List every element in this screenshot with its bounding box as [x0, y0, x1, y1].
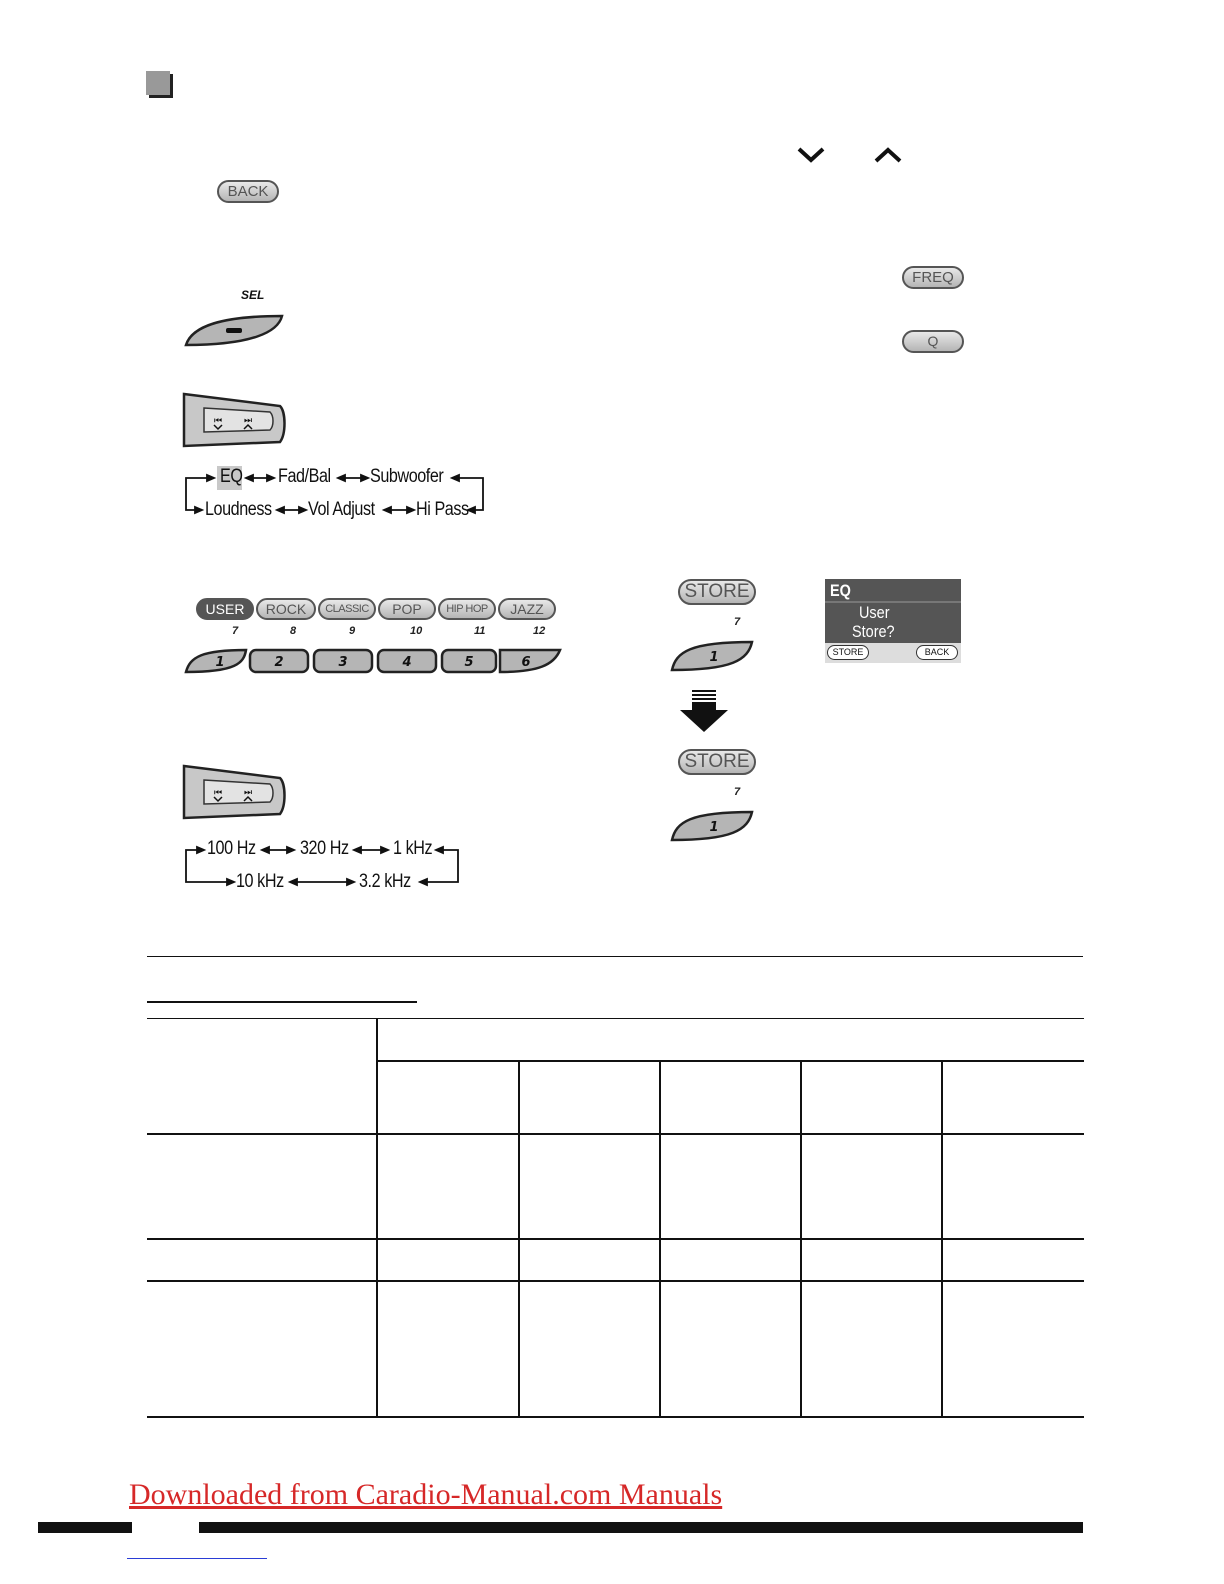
svg-text:1: 1: [709, 820, 719, 835]
table-rule: [518, 1060, 520, 1418]
key-label: 1: [215, 655, 225, 670]
freq-100hz: 100 Hz: [207, 838, 256, 859]
preset-num: 8: [290, 625, 297, 637]
table-rule: [147, 1238, 1084, 1240]
chevron-up-icon: [873, 146, 903, 164]
lcd-line1: User: [859, 603, 890, 622]
footer-download-link[interactable]: Downloaded from Caradio-Manual.com Manuals: [129, 1478, 723, 1511]
footer-bar-left: [38, 1522, 132, 1533]
table-rule: [147, 1018, 1084, 1019]
down-arrow-icon: [678, 690, 730, 734]
preset-num: 11: [474, 625, 486, 637]
key-label: 5: [464, 655, 474, 670]
key-label: 4: [402, 655, 412, 670]
back-button[interactable]: BACK: [217, 180, 279, 203]
flow-vol-adjust: Vol Adjust: [308, 499, 375, 520]
preset-user: USER: [196, 598, 254, 620]
sel-label: SEL: [241, 288, 265, 302]
footer-bar-right: [199, 1522, 1083, 1533]
key-label: 3: [338, 655, 348, 670]
preset-1-button[interactable]: [668, 638, 756, 674]
flow-hi-pass: Hi Pass: [416, 499, 469, 520]
table-rule: [147, 1416, 1084, 1418]
preset-hiphop: HIP HOP: [438, 598, 496, 620]
table-rule: [800, 1060, 802, 1418]
section-divider: [147, 956, 1083, 957]
lcd-back-button: BACK: [916, 645, 958, 660]
lcd-display: [825, 579, 961, 663]
flow-eq: EQ: [220, 466, 243, 487]
freq-button[interactable]: FREQ: [902, 266, 964, 289]
chevron-down-icon: [796, 146, 826, 164]
lcd-line2: Store?: [852, 622, 895, 641]
flow-loudness: Loudness: [205, 499, 272, 520]
lcd-store-button: STORE: [827, 645, 869, 660]
number-key-row[interactable]: [182, 645, 566, 677]
flow-subwoofer: Subwoofer: [370, 466, 444, 487]
lcd-divider: [825, 601, 961, 603]
skip-control-panel-2[interactable]: [182, 764, 288, 820]
flow-fad-bal: Fad/Bal: [278, 466, 331, 487]
preset-num: 7: [232, 625, 239, 637]
table-rule: [376, 1018, 378, 1418]
preset-classic: CLASSIC: [318, 598, 376, 620]
store-button[interactable]: STORE: [678, 579, 756, 605]
preset-num: 9: [349, 625, 356, 637]
svg-text:⏭: ⏭: [244, 416, 253, 426]
lcd-title: EQ: [830, 581, 851, 600]
table-rule: [941, 1060, 943, 1418]
freq-320hz: 320 Hz: [300, 838, 349, 859]
preset-num: 10: [410, 625, 423, 637]
section-marker-icon: [146, 71, 170, 95]
skip-control-panel[interactable]: [182, 392, 288, 448]
freq-3-2khz: 3.2 kHz: [359, 871, 411, 892]
preset-1-button-2[interactable]: [668, 808, 756, 844]
table-rule: [659, 1060, 661, 1418]
store-preset-num-2: 7: [734, 786, 741, 798]
store-preset-num: 7: [734, 616, 741, 628]
key-label: 2: [274, 655, 284, 670]
table-rule: [147, 1133, 1084, 1135]
svg-text:1: 1: [709, 650, 719, 665]
subheading-underline: [147, 1001, 417, 1003]
preset-num: 12: [533, 625, 546, 637]
table-rule: [377, 1060, 1084, 1062]
svg-text:⏮: ⏮: [214, 416, 223, 426]
table-rule: [147, 1280, 1084, 1282]
svg-text:⏮: ⏮: [214, 788, 223, 798]
preset-jazz: JAZZ: [498, 598, 556, 620]
svg-text:⏭: ⏭: [244, 788, 253, 798]
preset-rock: ROCK: [256, 598, 316, 620]
freq-1khz: 1 kHz: [393, 838, 433, 859]
freq-10khz: 10 kHz: [236, 871, 284, 892]
sel-button[interactable]: [182, 312, 286, 348]
store-button-2[interactable]: STORE: [678, 749, 756, 775]
key-label: 6: [521, 655, 531, 670]
preset-pop: POP: [378, 598, 436, 620]
q-button[interactable]: Q: [902, 330, 964, 353]
footer-underline: [127, 1558, 267, 1559]
